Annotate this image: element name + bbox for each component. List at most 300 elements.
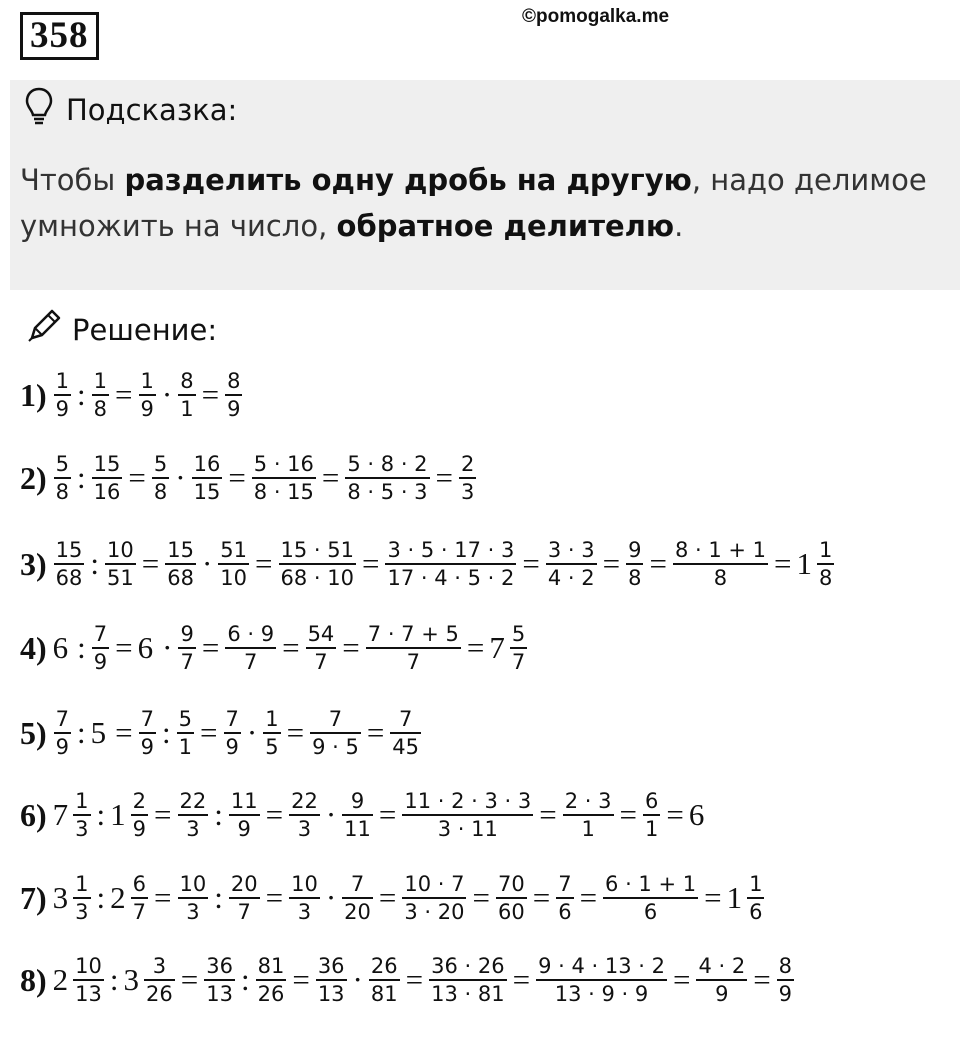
numerator: 5	[178, 707, 193, 731]
operator: ·	[175, 460, 186, 496]
operator: :	[77, 377, 86, 413]
denominator: 3	[178, 897, 209, 923]
denominator: 8	[673, 563, 768, 589]
fraction	[536, 955, 667, 1005]
hint-title: Подсказка:	[66, 92, 238, 127]
numerator: 6	[644, 789, 659, 813]
fraction	[747, 873, 764, 923]
fraction	[626, 539, 643, 589]
numerator: 36	[317, 954, 345, 978]
fraction	[225, 370, 242, 420]
numerator: 7	[225, 707, 239, 731]
equation-row	[20, 873, 765, 923]
numerator: 22	[291, 789, 318, 813]
fraction	[224, 708, 241, 758]
whole-number: 2	[52, 962, 69, 998]
equation-row	[20, 539, 835, 589]
numerator: 8 · 1 + 1	[674, 538, 767, 562]
fraction	[256, 955, 287, 1005]
operator: ·	[162, 630, 173, 666]
operator: =	[282, 630, 300, 666]
whole-number: 6	[52, 630, 69, 666]
numerator: 3 · 5 · 17 · 3	[387, 538, 515, 562]
denominator: 13 · 9 · 9	[536, 979, 667, 1005]
numerator: 36	[206, 954, 233, 978]
fraction	[192, 453, 223, 503]
denominator: 3	[289, 897, 320, 923]
operator: =	[265, 797, 284, 833]
fraction	[289, 873, 320, 923]
operator: =	[292, 962, 310, 998]
denominator: 6	[603, 897, 698, 923]
denominator: 8 · 15	[252, 477, 316, 503]
fraction	[696, 955, 747, 1005]
denominator: 7	[229, 897, 260, 923]
numerator: 1	[75, 789, 89, 813]
fraction	[131, 873, 148, 923]
problem-number: 358	[20, 12, 99, 60]
fraction	[342, 790, 373, 840]
fraction	[178, 623, 195, 673]
whole-number: 7	[489, 630, 505, 666]
operator: =	[774, 546, 792, 582]
numerator: 22	[179, 789, 207, 813]
denominator: 13	[73, 979, 104, 1005]
numerator: 3 · 3	[547, 538, 595, 562]
fraction	[144, 955, 175, 1005]
equation-row	[20, 955, 795, 1005]
denominator: 26	[144, 979, 175, 1005]
fraction	[345, 453, 429, 503]
operator: =	[286, 715, 305, 751]
fraction	[402, 790, 533, 840]
fraction	[178, 370, 195, 420]
operator: =	[704, 880, 722, 916]
denominator: 7	[178, 647, 195, 673]
operator: =	[154, 880, 172, 916]
operator: =	[366, 715, 385, 751]
denominator: 3	[289, 814, 320, 840]
denominator: 9	[139, 394, 156, 420]
denominator: 5	[263, 732, 280, 758]
whole-number: 7	[52, 797, 69, 833]
operator: :	[77, 715, 86, 751]
denominator: 9	[225, 394, 242, 420]
denominator: 15	[192, 477, 223, 503]
fraction	[510, 623, 527, 673]
operator: =	[532, 880, 551, 916]
fraction	[673, 539, 768, 589]
denominator: 81	[369, 979, 400, 1005]
fraction	[366, 623, 461, 673]
denominator: 13	[316, 979, 347, 1005]
operator: =	[649, 546, 667, 582]
fraction	[402, 873, 466, 923]
operator: =	[115, 630, 133, 666]
operator: =	[255, 546, 273, 582]
fraction	[92, 623, 109, 673]
operator: :	[214, 880, 223, 916]
denominator: 9	[229, 814, 260, 840]
denominator: 3	[178, 814, 209, 840]
row-label: 1)	[20, 376, 47, 413]
fraction	[279, 539, 356, 589]
fraction	[385, 539, 516, 589]
denominator: 6	[747, 897, 764, 923]
numerator: 6 · 9	[227, 622, 275, 646]
hint-text-part: умножить на число,	[20, 209, 337, 243]
numerator: 2	[461, 452, 475, 476]
fraction	[310, 708, 361, 758]
operator: =	[579, 880, 598, 916]
numerator: 5	[153, 452, 168, 476]
whole-number: 3	[52, 880, 69, 916]
operator: =	[666, 797, 684, 833]
numerator: 70	[497, 872, 525, 896]
operator: =	[405, 962, 424, 998]
operator: =	[201, 377, 220, 413]
operator: :	[77, 460, 86, 496]
equation-row	[20, 453, 477, 503]
fraction	[369, 955, 400, 1005]
numerator: 7	[350, 872, 365, 896]
operator: :	[96, 797, 106, 833]
operator: :	[109, 962, 119, 998]
hint-text-part: Чтобы	[20, 163, 125, 197]
fraction	[229, 873, 260, 923]
fraction	[643, 790, 660, 840]
fraction	[777, 955, 794, 1005]
whole-number: 3	[123, 962, 140, 998]
denominator: 9	[777, 979, 794, 1005]
fraction	[563, 790, 614, 840]
denominator: 26	[256, 979, 287, 1005]
whole-number: 1	[726, 880, 743, 916]
fraction	[54, 370, 71, 420]
operator: =	[201, 630, 220, 666]
denominator: 20	[342, 897, 373, 923]
denominator: 1	[643, 814, 660, 840]
fraction	[54, 453, 71, 503]
denominator: 8 · 5 · 3	[345, 477, 429, 503]
denominator: 8	[152, 477, 169, 503]
denominator: 1	[563, 814, 614, 840]
whole-number: 2	[110, 880, 126, 916]
denominator: 45	[390, 732, 421, 758]
hint-heading	[24, 86, 237, 133]
fraction	[178, 873, 209, 923]
operator: ·	[201, 546, 213, 582]
denominator: 8	[817, 563, 834, 589]
whole-number: 6	[137, 630, 154, 666]
operator: =	[115, 715, 133, 751]
denominator: 7	[131, 897, 148, 923]
denominator: 9	[92, 647, 109, 673]
row-label: 7)	[20, 879, 47, 916]
fraction	[342, 873, 373, 923]
numerator: 7	[328, 707, 343, 731]
fraction	[496, 873, 527, 923]
numerator: 9	[350, 789, 365, 813]
operator: =	[200, 715, 218, 751]
denominator: 68	[165, 563, 196, 589]
fraction	[556, 873, 573, 923]
numerator: 15	[167, 538, 194, 562]
fraction	[165, 539, 196, 589]
numerator: 1	[140, 369, 154, 393]
solution-heading	[24, 306, 217, 353]
numerator: 2	[132, 789, 147, 813]
row-label: 6)	[20, 796, 47, 833]
fraction	[603, 873, 698, 923]
numerator: 10	[75, 954, 102, 978]
numerator: 2 · 3	[564, 789, 612, 813]
numerator: 7 · 7 + 5	[367, 622, 459, 646]
numerator: 7	[55, 707, 70, 731]
operator: =	[180, 962, 199, 998]
numerator: 7	[558, 872, 572, 896]
numerator: 5	[511, 622, 526, 646]
fraction	[429, 955, 506, 1005]
operator: =	[265, 880, 284, 916]
denominator: 9 · 5	[310, 732, 361, 758]
numerator: 9	[180, 622, 194, 646]
denominator: 7	[225, 647, 276, 673]
operator: =	[378, 797, 397, 833]
denominator: 9	[696, 979, 747, 1005]
equation-row	[20, 370, 243, 420]
denominator: 3	[459, 477, 476, 503]
denominator: 11	[342, 814, 373, 840]
denominator: 51	[105, 563, 136, 589]
fraction	[178, 790, 209, 840]
denominator: 7	[306, 647, 337, 673]
operator: :	[214, 797, 223, 833]
operator: =	[115, 377, 133, 413]
fraction	[92, 370, 109, 420]
denominator: 68 · 10	[279, 563, 356, 589]
numerator: 15 · 51	[280, 538, 354, 562]
denominator: 13	[204, 979, 235, 1005]
hint-text-part: .	[674, 209, 684, 243]
fraction	[73, 790, 90, 840]
fraction	[390, 708, 421, 758]
operator: =	[321, 460, 340, 496]
operator: ·	[352, 962, 363, 998]
row-label: 8)	[20, 961, 47, 998]
fraction	[139, 708, 156, 758]
denominator: 10	[218, 563, 249, 589]
whole-number: 5	[90, 715, 107, 751]
operator: ·	[325, 880, 337, 916]
denominator: 3 · 20	[402, 897, 466, 923]
row-label: 2)	[20, 459, 47, 496]
numerator: 15	[93, 452, 121, 476]
operator: :	[90, 546, 100, 582]
denominator: 7	[510, 647, 527, 673]
operator: =	[472, 880, 490, 916]
fraction	[54, 708, 71, 758]
hint-emphasis: обратное делителю	[336, 209, 675, 243]
numerator: 1	[75, 872, 89, 896]
pencil-icon	[24, 306, 64, 353]
operator: =	[435, 460, 454, 496]
operator: =	[522, 546, 540, 582]
row-label: 3)	[20, 545, 47, 582]
fraction	[306, 623, 337, 673]
fraction	[817, 539, 834, 589]
fraction	[316, 955, 347, 1005]
operator: ·	[325, 797, 337, 833]
denominator: 3 · 11	[402, 814, 533, 840]
numerator: 10	[291, 872, 318, 896]
denominator: 8	[54, 477, 71, 503]
operator: =	[378, 880, 397, 916]
hint-emphasis: разделить одну дробь на другую	[124, 163, 692, 197]
operator: =	[362, 546, 380, 582]
denominator: 6	[556, 897, 573, 923]
watermark: ©pomogalka.me	[522, 6, 670, 27]
numerator: 7	[398, 707, 413, 731]
denominator: 13 · 81	[429, 979, 506, 1005]
fraction	[289, 790, 320, 840]
denominator: 9	[54, 394, 71, 420]
numerator: 20	[230, 872, 258, 896]
numerator: 36 · 26	[431, 954, 505, 978]
denominator: 8	[626, 563, 643, 589]
numerator: 8	[180, 369, 194, 393]
numerator: 10 · 7	[404, 872, 465, 896]
denominator: 17 · 4 · 5 · 2	[385, 563, 516, 589]
operator: =	[619, 797, 637, 833]
denominator: 68	[54, 563, 85, 589]
numerator: 11	[230, 789, 258, 813]
denominator: 16	[92, 477, 123, 503]
numerator: 11 · 2 · 3 · 3	[404, 789, 532, 813]
fraction	[263, 708, 280, 758]
numerator: 1	[55, 369, 70, 393]
operator: =	[602, 546, 621, 582]
numerator: 54	[307, 622, 335, 646]
denominator: 3	[73, 814, 90, 840]
fraction	[177, 708, 194, 758]
numerator: 16	[193, 452, 221, 476]
equation-row	[20, 623, 528, 673]
whole-number: 6	[688, 797, 705, 833]
operator: =	[128, 460, 146, 496]
denominator: 9	[139, 732, 156, 758]
fraction	[229, 790, 260, 840]
denominator: 1	[178, 394, 195, 420]
fraction	[105, 539, 136, 589]
numerator: 3	[152, 954, 167, 978]
numerator: 7	[140, 707, 155, 731]
fraction	[73, 873, 90, 923]
numerator: 9 · 4 · 13 · 2	[538, 954, 665, 978]
numerator: 26	[370, 954, 398, 978]
operator: =	[672, 962, 691, 998]
numerator: 15	[55, 538, 83, 562]
fraction	[252, 453, 316, 503]
denominator: 3	[73, 897, 90, 923]
operator: :	[240, 962, 250, 998]
equation-row	[20, 790, 708, 840]
denominator: 8	[92, 394, 109, 420]
fraction	[73, 955, 104, 1005]
fraction	[92, 453, 123, 503]
numerator: 1	[93, 369, 108, 393]
equation-row	[20, 708, 422, 758]
denominator: 7	[366, 647, 461, 673]
fraction	[152, 453, 169, 503]
fraction	[54, 539, 85, 589]
fraction	[131, 790, 148, 840]
denominator: 60	[496, 897, 527, 923]
denominator: 9	[54, 732, 71, 758]
operator: :	[77, 630, 86, 666]
numerator: 9	[628, 538, 642, 562]
operator: =	[539, 797, 557, 833]
numerator: 6 · 1 + 1	[605, 872, 697, 896]
solution-title: Решение:	[72, 312, 218, 347]
operator: =	[228, 460, 246, 496]
operator: =	[141, 546, 160, 582]
fraction	[204, 955, 235, 1005]
row-label: 4)	[20, 629, 47, 666]
hint-text	[20, 157, 940, 249]
numerator: 51	[220, 538, 248, 562]
fraction	[546, 539, 597, 589]
operator: =	[753, 962, 771, 998]
row-label: 5)	[20, 714, 47, 751]
fraction	[459, 453, 476, 503]
numerator: 6	[132, 872, 147, 896]
numerator: 10	[107, 538, 134, 562]
operator: :	[162, 715, 171, 751]
numerator: 7	[93, 622, 108, 646]
numerator: 5 · 16	[253, 452, 314, 476]
whole-number: 1	[796, 546, 812, 582]
numerator: 1	[265, 707, 279, 731]
numerator: 5 · 8 · 2	[347, 452, 428, 476]
operator: =	[466, 630, 485, 666]
numerator: 5	[55, 452, 70, 476]
denominator: 9	[131, 814, 148, 840]
whole-number: 1	[110, 797, 126, 833]
fraction	[225, 623, 276, 673]
hint-text-part: , надо делимое	[691, 163, 927, 197]
fraction	[139, 370, 156, 420]
lightbulb-icon	[24, 86, 54, 133]
denominator: 4 · 2	[546, 563, 597, 589]
numerator: 8	[227, 369, 241, 393]
numerator: 1	[749, 872, 763, 896]
operator: =	[342, 630, 360, 666]
operator: :	[96, 880, 106, 916]
denominator: 9	[224, 732, 241, 758]
denominator: 1	[177, 732, 194, 758]
numerator: 4 · 2	[698, 954, 746, 978]
operator: ·	[246, 715, 258, 751]
numerator: 10	[179, 872, 207, 896]
numerator: 81	[257, 954, 285, 978]
operator: ·	[161, 377, 173, 413]
operator: =	[154, 797, 172, 833]
numerator: 1	[819, 538, 833, 562]
numerator: 8	[778, 954, 793, 978]
operator: =	[512, 962, 531, 998]
fraction	[218, 539, 249, 589]
